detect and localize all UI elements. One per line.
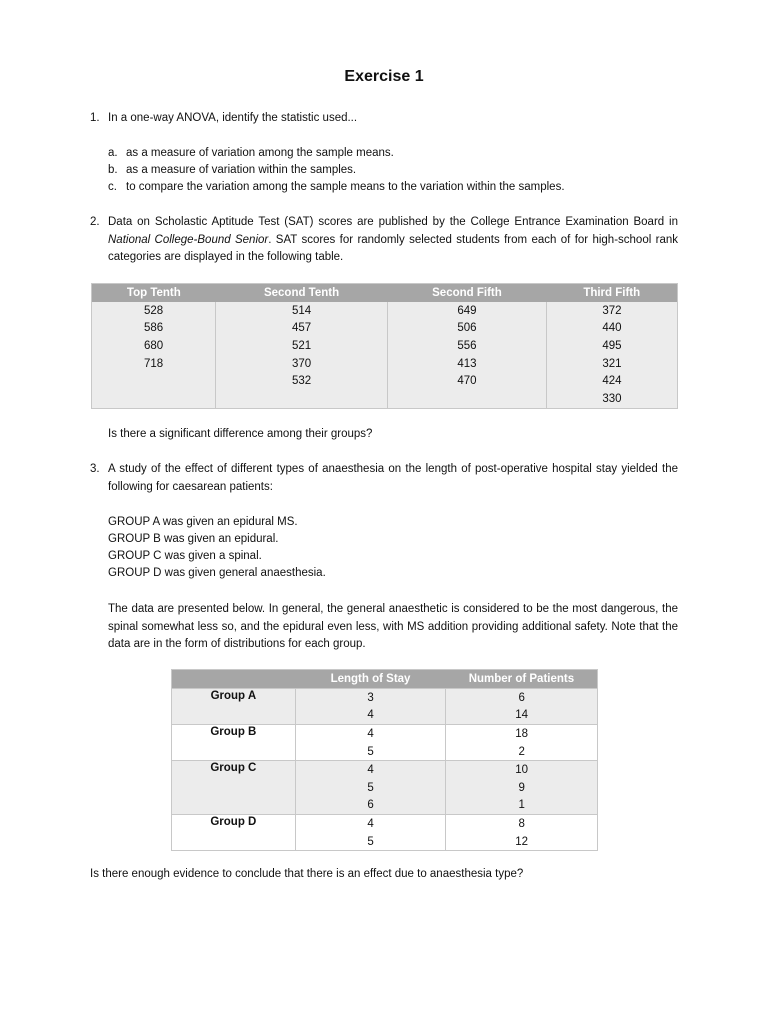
table-row (92, 390, 678, 408)
table-cell: 14 (446, 707, 598, 725)
table-cell: 495 (546, 337, 677, 355)
table-cell: 8 (446, 815, 598, 833)
table-row (92, 372, 678, 390)
table-cell: 470 (387, 372, 546, 390)
column-header: Number of Patients (446, 670, 598, 689)
table-cell: 2 (446, 743, 598, 761)
table-cell: 321 (546, 355, 677, 373)
table-cell (92, 372, 216, 390)
q3-group-line: GROUP B was given an epidural. (108, 533, 279, 545)
q3-number: 3. (90, 463, 100, 475)
table-cell (92, 390, 216, 408)
q1-item-text: as a measure of variation within the samples. (126, 164, 357, 176)
column-header: Length of Stay (295, 670, 446, 689)
q2-text-part: Data on Scholastic Aptitude Test (SAT) scores are published by the College Entrance Examination Board in (108, 216, 678, 228)
table-header-row (172, 670, 598, 689)
column-header (172, 670, 296, 689)
group-name-cell: Group D (172, 815, 296, 851)
q1-item-a (108, 145, 394, 163)
group-name-cell: Group B (172, 725, 296, 761)
table-cell (387, 390, 546, 408)
table-cell: 3 (295, 689, 446, 707)
page-title: Exercise 1 (344, 68, 424, 85)
table-cell: 718 (92, 355, 216, 373)
q2-text (108, 214, 678, 267)
table-cell: 440 (546, 320, 677, 338)
table-cell: 457 (216, 320, 388, 338)
table-cell: 1 (446, 797, 598, 815)
table-row (92, 302, 678, 320)
table-cell: 18 (446, 725, 598, 743)
q1-item-label: a. (108, 147, 118, 159)
q1-text: In a one-way ANOVA, identify the statistic used... (108, 112, 358, 124)
table-cell: 6 (295, 797, 446, 815)
q1-item-label: c. (108, 181, 117, 193)
table-cell: 372 (546, 302, 677, 320)
q2-question: Is there a significant difference among their groups? (108, 428, 373, 440)
table-row (92, 320, 678, 338)
q1-item-label: b. (108, 164, 118, 176)
anaesthesia-table (171, 669, 598, 851)
q3-paragraph: The data are presented below. In general, the general anaesthetic is considered to be the most dangerous, the spinal somewhat less so, and the epidural even less, with MS addition providing additional safety. Note that the data are in the form of distributions for each group. (108, 603, 678, 650)
q3-group-line: GROUP A was given an epidural MS. (108, 516, 298, 528)
table-cell: 4 (295, 815, 446, 833)
column-header: Second Fifth (387, 284, 546, 303)
table-cell: 528 (92, 302, 216, 320)
table-cell: 514 (216, 302, 388, 320)
q3-question: Is there enough evidence to conclude that there is an effect due to anaesthesia type? (90, 868, 524, 880)
table-row (172, 815, 598, 833)
table-cell: 5 (295, 833, 446, 851)
q3-group-line: GROUP D was given general anaesthesia. (108, 567, 326, 579)
q1-number: 1. (90, 112, 100, 124)
table-cell: 532 (216, 372, 388, 390)
table-cell: 4 (295, 725, 446, 743)
table-cell: 680 (92, 337, 216, 355)
q1-item-text: as a measure of variation among the sample means. (126, 147, 394, 159)
table-cell: 649 (387, 302, 546, 320)
table-cell: 6 (446, 689, 598, 707)
q3-group-line: GROUP C was given a spinal. (108, 550, 262, 562)
table-cell: 370 (216, 355, 388, 373)
table-cell: 330 (546, 390, 677, 408)
column-header: Top Tenth (92, 284, 216, 303)
table-row (172, 761, 598, 779)
table-cell: 586 (92, 320, 216, 338)
table-cell: 12 (446, 833, 598, 851)
group-name-cell: Group A (172, 689, 296, 725)
table-cell: 4 (295, 761, 446, 779)
column-header: Second Tenth (216, 284, 388, 303)
table-cell: 521 (216, 337, 388, 355)
table-cell: 506 (387, 320, 546, 338)
table-cell: 424 (546, 372, 677, 390)
column-header: Third Fifth (546, 284, 677, 303)
q1-item-c (108, 179, 565, 197)
q2-text-part: . SAT scores for randomly selected students from each of for high-school rank categories are displayed in the following table. (108, 233, 679, 263)
table-row (172, 725, 598, 743)
table-cell: 5 (295, 779, 446, 797)
table-cell: 4 (295, 707, 446, 725)
q2-number: 2. (90, 216, 100, 228)
q1-item-text: to compare the variation among the sample means to the variation within the samples. (126, 181, 565, 193)
group-name-cell: Group C (172, 761, 296, 815)
table-header-row (92, 284, 678, 303)
table-row (92, 355, 678, 373)
table-cell: 9 (446, 779, 598, 797)
table-row (92, 337, 678, 355)
q2-publication-title: National College-Bound Senior (108, 233, 269, 246)
table-cell: 5 (295, 743, 446, 761)
table-cell (216, 390, 388, 408)
table-cell: 10 (446, 761, 598, 779)
table-cell: 556 (387, 337, 546, 355)
q1-item-b (108, 162, 356, 180)
sat-scores-table (91, 283, 678, 409)
table-row (172, 689, 598, 707)
q3-text: A study of the effect of different types of anaesthesia on the length of post-operative hospital stay yielded the following for caesarean patients: (108, 463, 678, 493)
table-cell: 413 (387, 355, 546, 373)
